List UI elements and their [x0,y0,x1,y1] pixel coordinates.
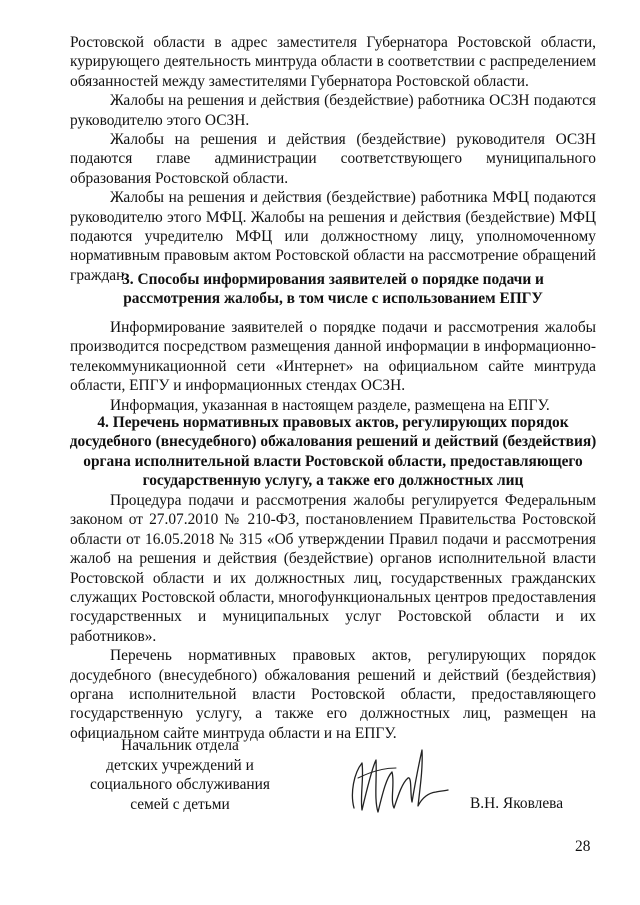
paragraph: Процедура подачи и рассмотрения жалобы регулируется Федеральным законом от 27.07.2010 № 210-ФЗ, постановлением Правительства Ростовской области от 16.05.2018 № 315 «Об утверждении Правил подачи и рассмотрения жалоб на решения и действия (бездействие) органов исполнительной власти Ростовской области и их должностных лиц, государственных гражданских служащих Ростовской области, многофункциональных центров предоставления государственных и муниципальных услуг Ростовской области и их работников». [70,492,596,645]
position-line: семей с детьми [130,795,230,813]
heading-line: 4. Перечень нормативных правовых актов, регулирующих порядок [97,414,569,431]
section-4-body [70,491,596,743]
section-3-body [70,318,596,415]
paragraph: Информирование заявителей о порядке подачи и рассмотрения жалобы производится посредством размещения данной информации в информационно-телекоммуникационной сети «Интернет» на официальном сайте минтруда области, ЕПГУ и информационных стендах ОСЗН. [70,319,596,395]
section-top [70,33,596,285]
section-heading-3 [60,270,606,309]
section-heading-4 [60,413,606,491]
position-line: Начальник отдела [121,737,239,754]
heading-line: 3. Способы информирования заявителей о порядке подачи и [122,271,544,288]
paragraph: Жалобы на решения и действия (бездействие) руководителя ОСЗН подаются главе администрации соответствующего муниципального образования Ростовской области. [70,131,596,187]
paragraph: Перечень нормативных правовых актов, регулирующих порядок досудебного (внесудебного) обжалования решений и действий (бездействия) органа исполнительной власти Ростовской области, предоставляющего государственную услугу, а также его должностных лиц, размещен на официальном сайте минтруда области и на ЕПГУ. [70,647,596,742]
signatory-name: В.Н. Яковлева [470,795,564,812]
paragraph: Жалобы на решения и действия (бездействие) работника ОСЗН подаются руководителю этого ОСЗН. [70,92,596,129]
signatory-position [70,736,290,814]
paragraph: Жалобы на решения и действия (бездействие) работника МФЦ подаются руководителю этого МФЦ. Жалобы на решения и действия (бездействие) МФЦ подаются учредителю МФЦ или должностному лицу, уполномоченному нормативным правовым актом Ростовской области на рассмотрение обращений граждан. [70,189,596,284]
handwritten-signature [340,738,450,833]
position-line: детских учреждений и [106,756,254,774]
position-line: социального обслуживания [90,776,270,794]
heading-line: рассмотрения жалобы, в том числе с использованием ЕПГУ [123,290,543,308]
paragraph: Информация, указанная в настоящем разделе, размещена на ЕПГУ. [110,396,550,414]
heading-line: государственную услугу, а также его должностных лиц [142,472,524,490]
paragraph: Ростовской области в адрес заместителя Губернатора Ростовской области, курирующего деятельность минтруда области в соответствии с распределением обязанностей между заместителями Губернатора Ростовской области. [70,34,596,90]
heading-line: досудебного (внесудебного) обжалования решений и действий (бездействия) [69,433,597,451]
heading-line: органа исполнительной власти Ростовской области, предоставляющего [83,452,583,470]
page-number: 28 [575,838,591,855]
